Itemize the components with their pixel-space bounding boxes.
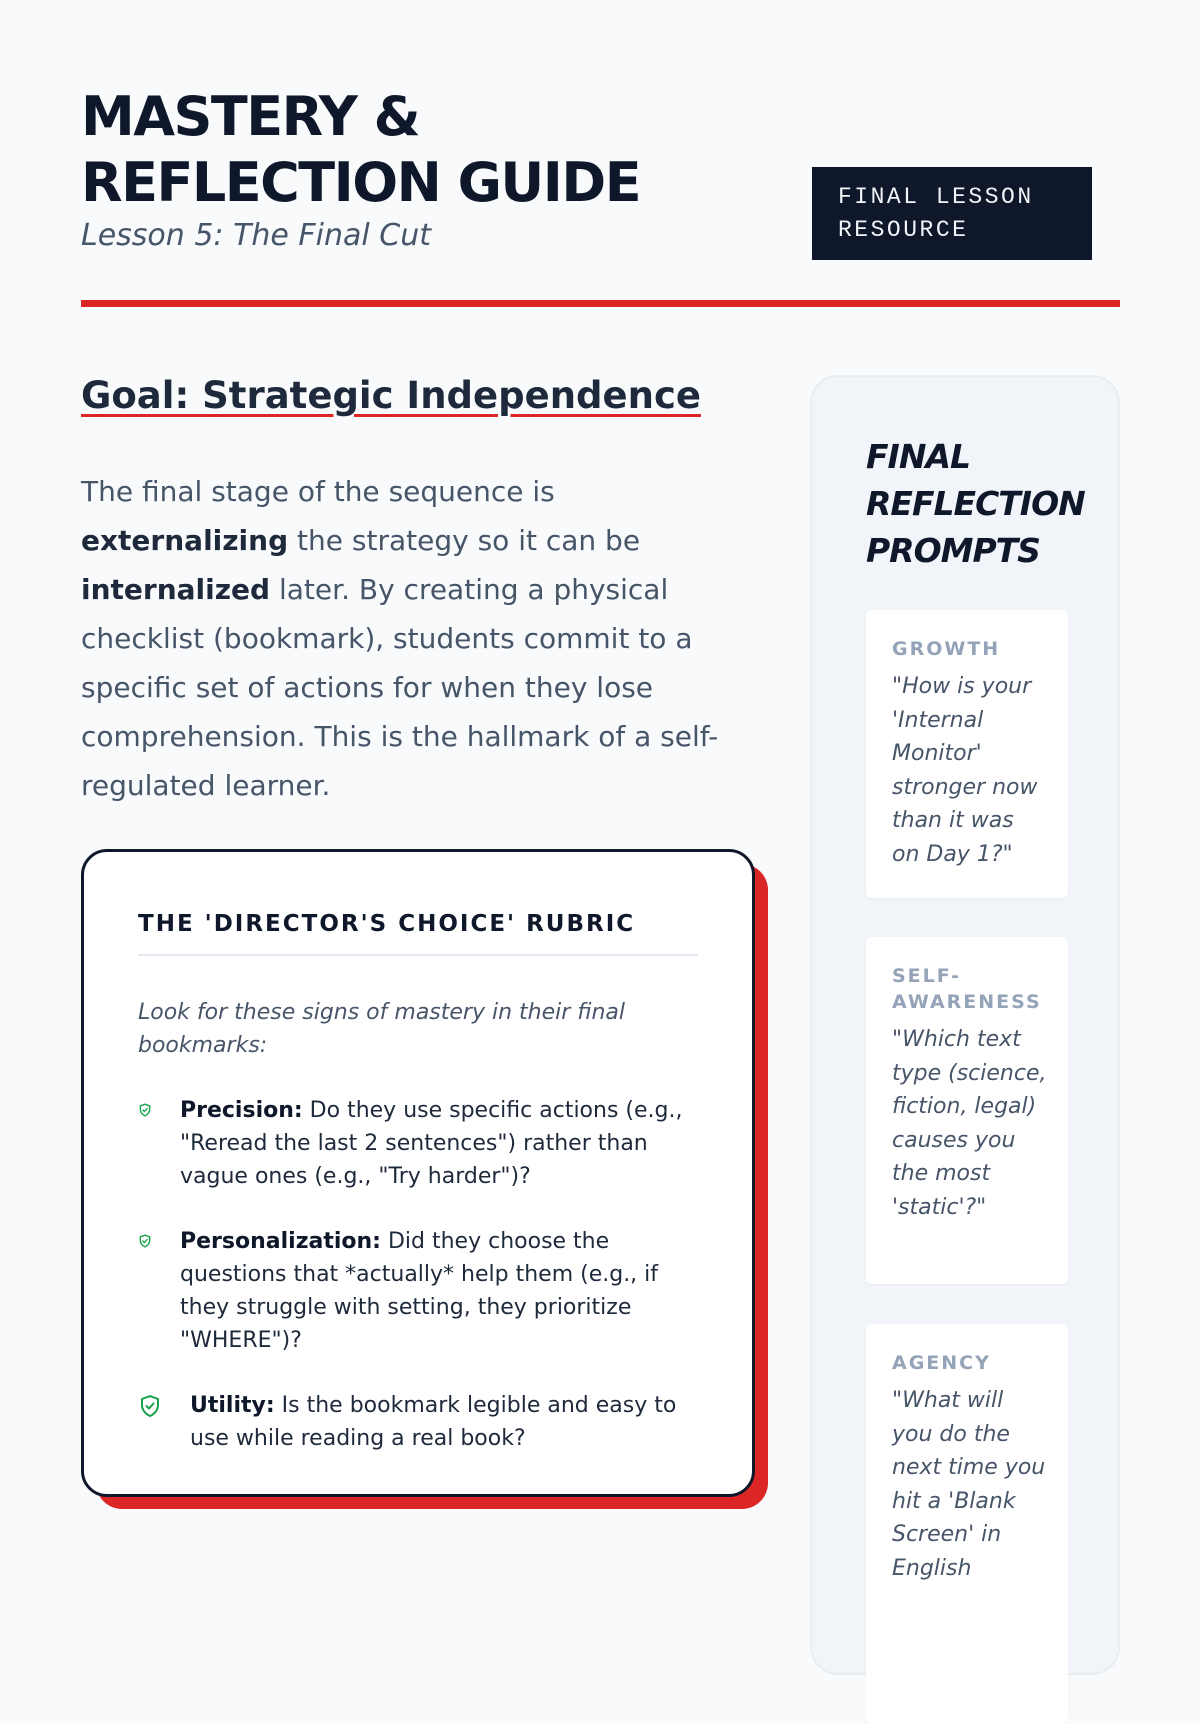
intro-text-2: the strategy so it can be (288, 524, 641, 557)
shield-check-icon (138, 1393, 162, 1419)
page-subtitle: Lesson 5: The Final Cut (81, 218, 431, 253)
goal-intro (81, 467, 741, 810)
goal-heading: Goal: Strategic Independence (81, 374, 701, 417)
prompt-text: "Which text type (science, fiction, legal) causes you the most 'static'?" (892, 1027, 1047, 1220)
intro-bold-internalized: internalized (81, 573, 271, 606)
intro-text-3: later. By creating a physical checklist (bookmark), students commit to a specific set of actions for when they lose comprehension. This is the hallmark of a self-regulated learner. (81, 573, 719, 802)
rubric-intro: Look for these signs of mastery in their final bookmarks: (138, 1000, 626, 1058)
header-divider (81, 300, 1120, 307)
prompt-card-self-awareness (866, 937, 1068, 1284)
rubric-item-text: Do they use specific actions (e.g., "Reread the last 2 sentences") rather than vague ones (e.g., "Try harder")? (180, 1098, 683, 1189)
rubric-item-label: Utility: (190, 1393, 275, 1418)
intro-text-1: The final stage of the sequence is (81, 475, 555, 508)
rubric-item-label: Personalization: (180, 1229, 381, 1254)
prompt-text: "How is your 'Internal Monitor' stronger now than it was on Day 1?" (892, 674, 1038, 867)
resource-badge: FINAL LESSON RESOURCE (812, 167, 1092, 260)
prompt-card-agency (866, 1324, 1068, 1724)
prompt-label: AGENCY (892, 1352, 991, 1374)
sidebar-title: FINAL REFLECTION PROMPTS (866, 437, 1085, 570)
prompt-label: GROWTH (892, 638, 1001, 660)
prompt-label: SELF-AWARENESS (892, 965, 1042, 1013)
shield-check-icon (138, 1102, 152, 1118)
rubric-item-utility (138, 1389, 698, 1455)
prompt-card-growth (866, 610, 1068, 898)
rubric-item-text: Is the bookmark legible and easy to use while reading a real book? (190, 1393, 677, 1451)
rubric-item-label: Precision: (180, 1098, 303, 1123)
rubric-title: THE 'DIRECTOR'S CHOICE' RUBRIC (138, 908, 698, 956)
intro-bold-externalizing: externalizing (81, 524, 289, 557)
rubric-item-precision (138, 1094, 698, 1193)
reflection-sidebar (810, 375, 1120, 1675)
prompt-text: "What will you do the next time you hit a 'Blank Screen' in English (892, 1388, 1046, 1581)
page-title: MASTERY & REFLECTION GUIDE (81, 85, 641, 214)
rubric-item-text: Did they choose the questions that *actually* help them (e.g., if they struggle with setting, they prioritize "WHERE")? (180, 1229, 659, 1353)
shield-check-icon (138, 1233, 152, 1249)
rubric-card (81, 849, 755, 1497)
rubric-item-personalization (138, 1225, 698, 1357)
